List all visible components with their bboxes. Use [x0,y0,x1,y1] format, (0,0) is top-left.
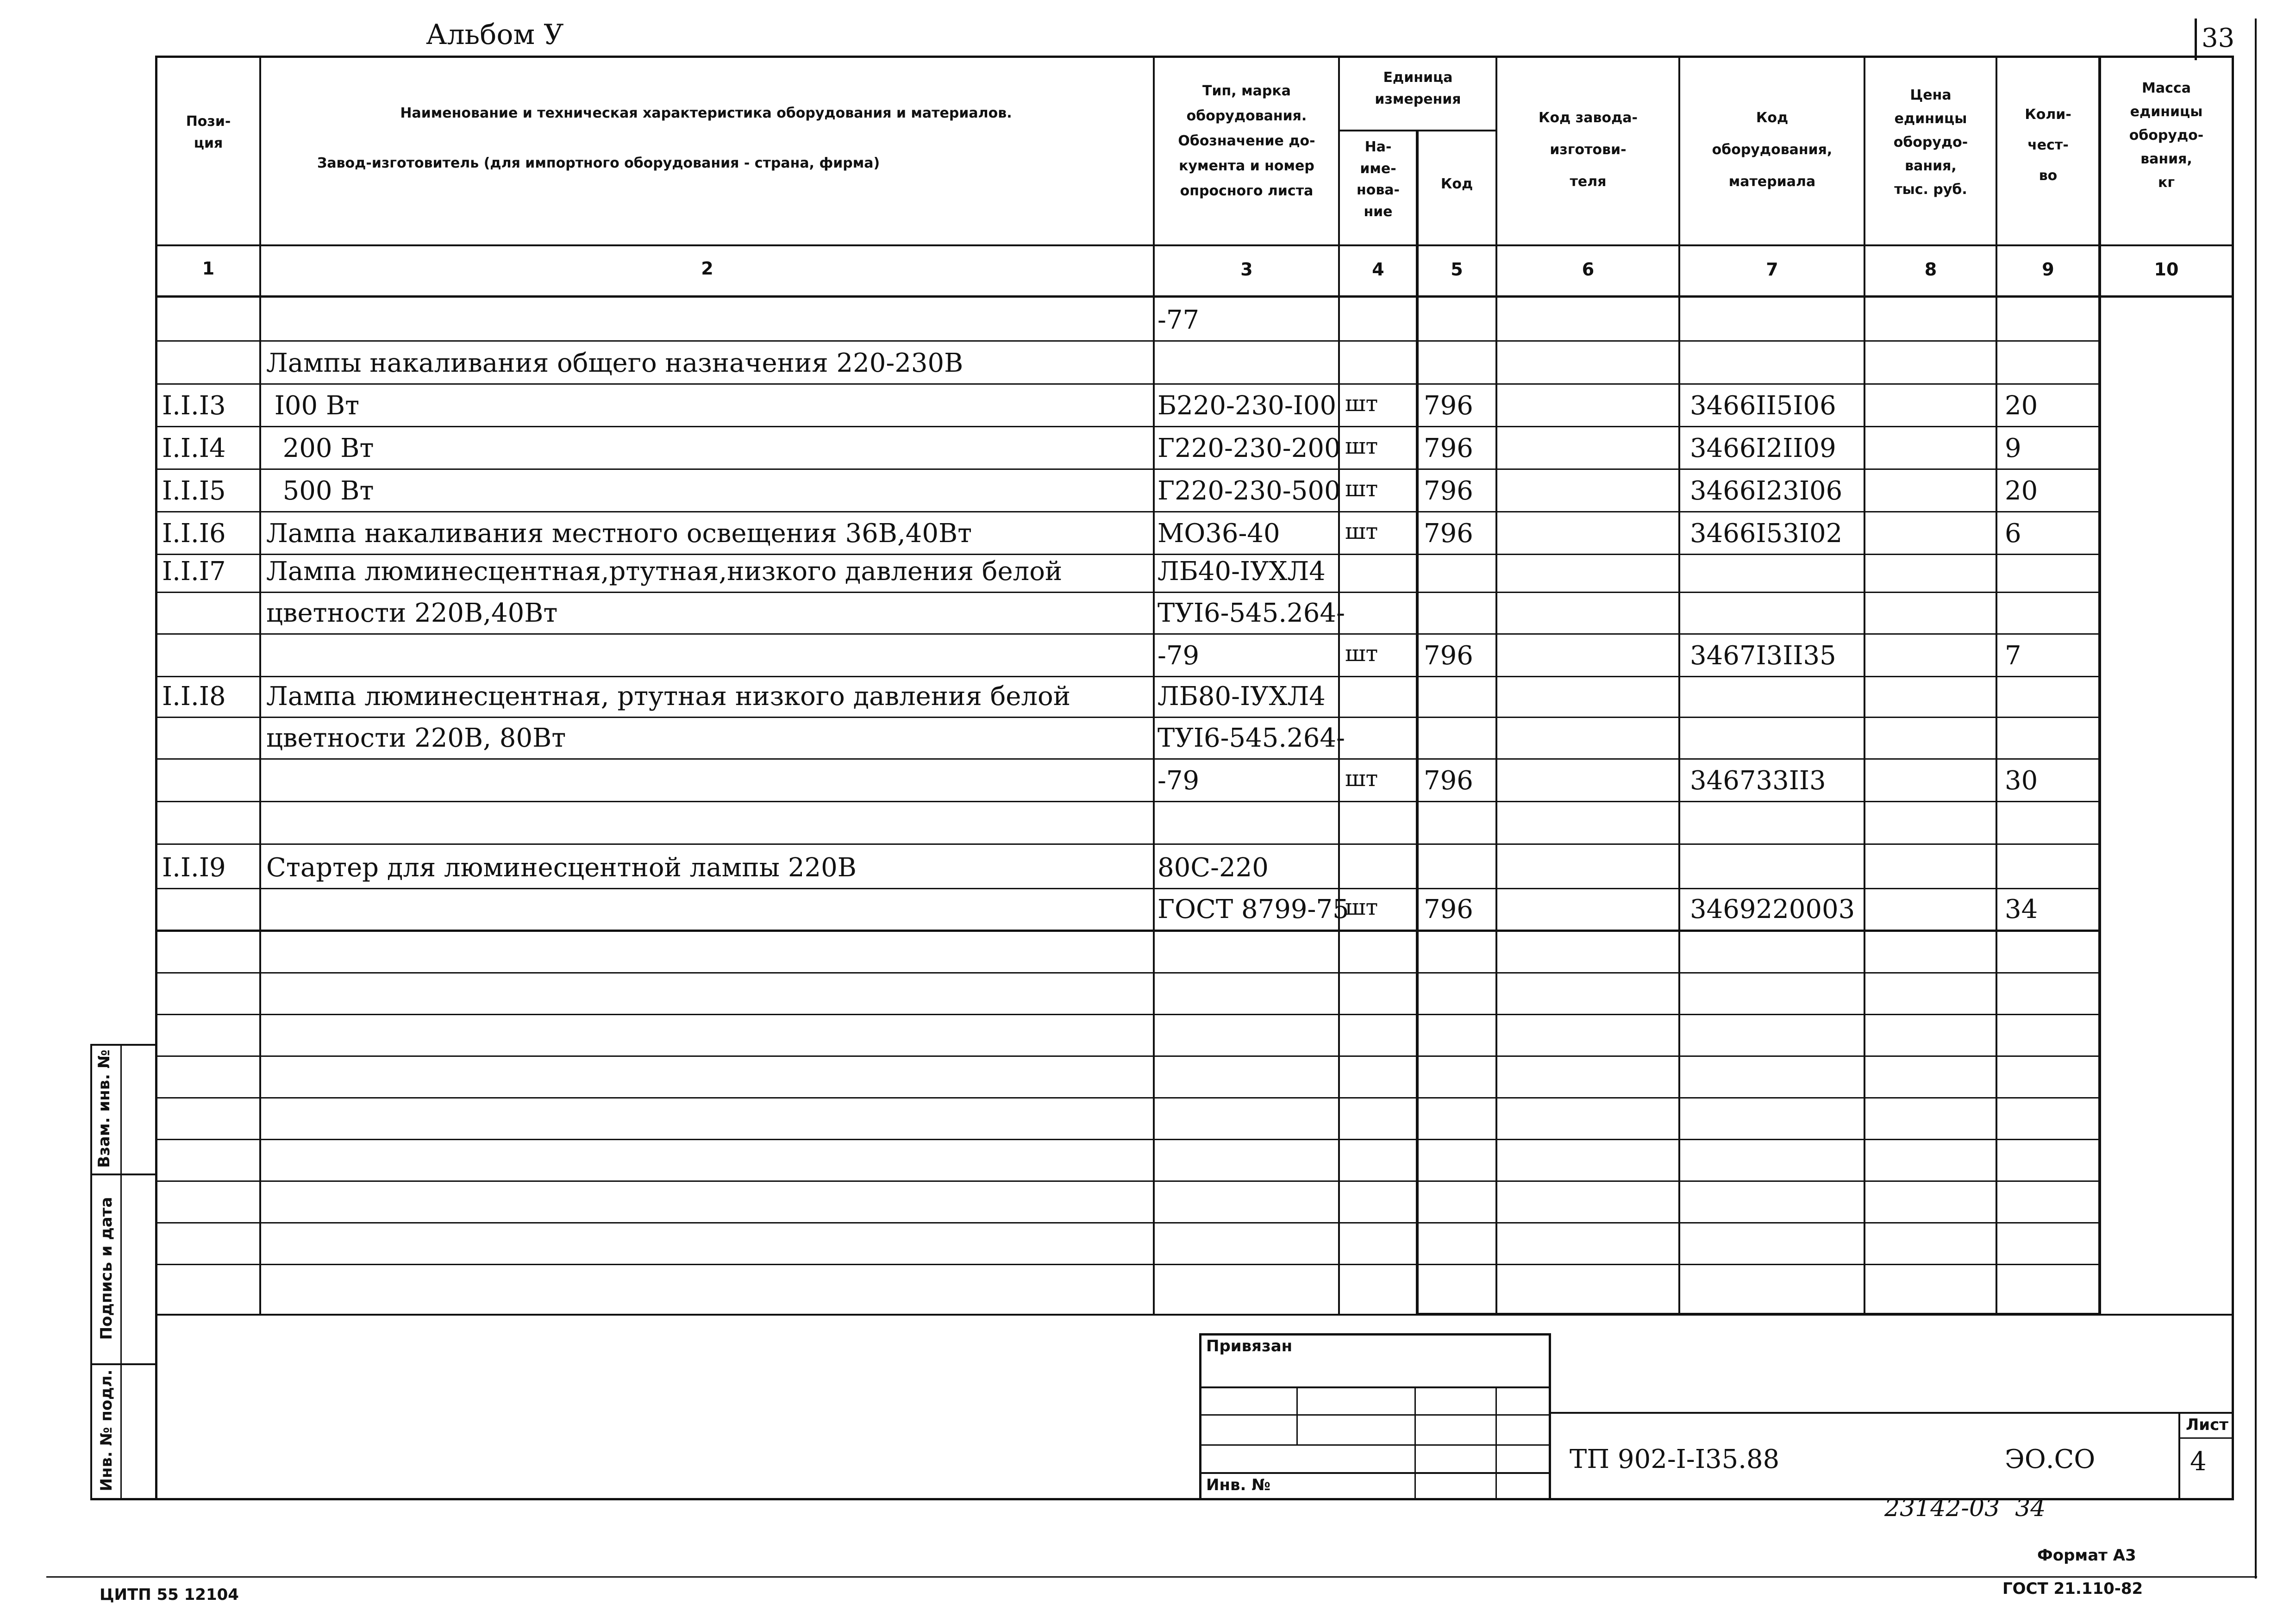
cell-unit-name: шт [1345,433,1378,459]
col-num-5: 5 [1451,259,1463,280]
cell-unit-code: 796 [1424,518,1473,549]
cell-name: Лампа накаливания местного освещения 36В,40Вт [266,518,972,549]
format-label: Формат А3 [2037,1546,2136,1565]
album-title: Альбом У [426,19,564,51]
header-price: Цена единицы оборудо- вания, тыс. руб. [1893,87,1968,198]
col-num-1: 1 [202,258,215,279]
stamp-sheet-number: 4 [2190,1447,2207,1477]
cell-name: 200 Вт [266,433,374,463]
cell-position: I.I.I3 [162,391,226,421]
cell-equipment-code: 3467I3II35 [1690,641,1836,671]
side-label-signature-date: Подпись и дата [97,1197,116,1340]
stamp-section-code: ЭО.СО [2005,1444,2096,1474]
cell-equipment-code: 3469220003 [1690,894,1855,924]
cell-quantity: 30 [2005,766,2038,796]
cell-position: I.I.I5 [162,476,226,506]
bottom-left-code: ЦИТП 55 12104 [100,1586,239,1604]
cell-name: цветности 220В,40Вт [266,598,558,628]
col-num-9: 9 [2042,259,2054,280]
stamp-attached-label: Привязан [1206,1337,1293,1355]
side-label-replacement: Взам. инв. № [95,1049,113,1168]
header-quantity: Коли- чест- во [2025,106,2071,184]
header-type-mark: Тип, марка оборудования. Обозначение до- кумента и номер опросного листа [1178,83,1315,199]
cell-name: 500 Вт [266,476,374,506]
cell-quantity: 20 [2005,476,2038,506]
cell-type-mark: Г220-230-200 [1157,433,1341,463]
sheet-corner-number: 33 [2202,23,2235,53]
cell-unit-code: 796 [1424,894,1473,924]
cell-unit-name: шт [1345,518,1378,544]
header-unit-name: На- име- нова- ние [1356,139,1400,220]
gost-label: ГОСТ 21.110-82 [2002,1579,2143,1598]
cell-position: I.I.I7 [162,556,226,587]
cell-type-mark: ТУI6-545.264- [1157,723,1345,753]
stamp-inv-label: Инв. № [1206,1476,1271,1494]
side-label-inventory: Инв. № подл. [97,1369,116,1492]
handwritten-note: 23142-03 34 [1884,1494,2046,1522]
cell-unit-name: шт [1345,894,1378,920]
cell-position: I.I.I4 [162,433,226,463]
cell-type-mark: -77 [1157,305,1200,335]
cell-unit-code: 796 [1424,433,1473,463]
col-num-2: 2 [701,258,713,279]
cell-unit-code: 796 [1424,641,1473,671]
cell-type-mark: -79 [1157,766,1200,796]
cell-name: цветности 220В, 80Вт [266,723,566,753]
cell-quantity: 6 [2005,518,2021,549]
cell-quantity: 34 [2005,894,2038,924]
header-unit: Единица измерения [1375,69,1461,107]
cell-type-mark: -79 [1157,641,1200,671]
col-num-7: 7 [1766,259,1778,280]
cell-type-mark: 80С-220 [1157,853,1269,883]
cell-name: Лампа люминесцентная, ртутная низкого давления белой [266,681,1071,712]
cell-unit-name: шт [1345,766,1378,792]
header-position: Пози- ция [186,113,231,151]
cell-unit-name: шт [1345,641,1378,667]
col-num-10: 10 [2154,259,2179,280]
cell-type-mark: ТУI6-545.264- [1157,598,1345,628]
cell-unit-name: шт [1345,476,1378,502]
cell-position: I.I.I8 [162,681,226,712]
cell-unit-code: 796 [1424,766,1473,796]
cell-equipment-code: 3466I2II09 [1690,433,1836,463]
cell-type-mark: Г220-230-500 [1157,476,1341,506]
cell-position: I.I.I9 [162,853,226,883]
cell-unit-name: шт [1345,391,1378,417]
cell-quantity: 20 [2005,391,2038,421]
header-factory-code: Код завода- изготови- теля [1539,110,1638,190]
header-mass: Масса единицы оборудо- вания, кг [2129,80,2204,191]
col-num-8: 8 [1924,259,1937,280]
cell-position: I.I.I6 [162,518,226,549]
cell-equipment-code: 346733II3 [1690,766,1826,796]
col-num-6: 6 [1582,259,1595,280]
cell-name: Лампы накаливания общего назначения 220-230В [266,348,963,378]
cell-name: I00 Вт [266,391,360,421]
stamp-document-code: ТП 902-I-I35.88 [1570,1444,1780,1474]
cell-type-mark: ЛБ80-IУХЛ4 [1157,681,1326,712]
header-unit-code: Код [1440,176,1473,192]
cell-name: Стартер для люминесцентной лампы 220В [266,853,857,883]
header-name-line2: Завод-изготовитель (для импортного оборудования - страна, фирма) [317,155,880,171]
cell-equipment-code: 3466I23I06 [1690,476,1843,506]
col-num-4: 4 [1372,259,1384,280]
cell-name: Лампа люминесцентная,ртутная,низкого давления белой [266,556,1063,587]
cell-unit-code: 796 [1424,391,1473,421]
cell-type-mark: ГОСТ 8799-75 [1157,894,1349,924]
cell-equipment-code: 3466I53I02 [1690,518,1843,549]
cell-type-mark: ЛБ40-IУХЛ4 [1157,556,1326,587]
header-name-line1: Наименование и техническая характеристика оборудования и материалов. [400,105,1012,121]
cell-type-mark: Б220-230-I00 [1157,391,1337,421]
cell-quantity: 9 [2005,433,2021,463]
stamp-sheet-label: Лист [2186,1416,2228,1434]
cell-equipment-code: 3466II5I06 [1690,391,1836,421]
cell-type-mark: МО36-40 [1157,518,1280,549]
cell-quantity: 7 [2005,641,2021,671]
header-equipment-code: Код оборудования, материала [1712,110,1833,190]
col-num-3: 3 [1240,259,1253,280]
cell-unit-code: 796 [1424,476,1473,506]
